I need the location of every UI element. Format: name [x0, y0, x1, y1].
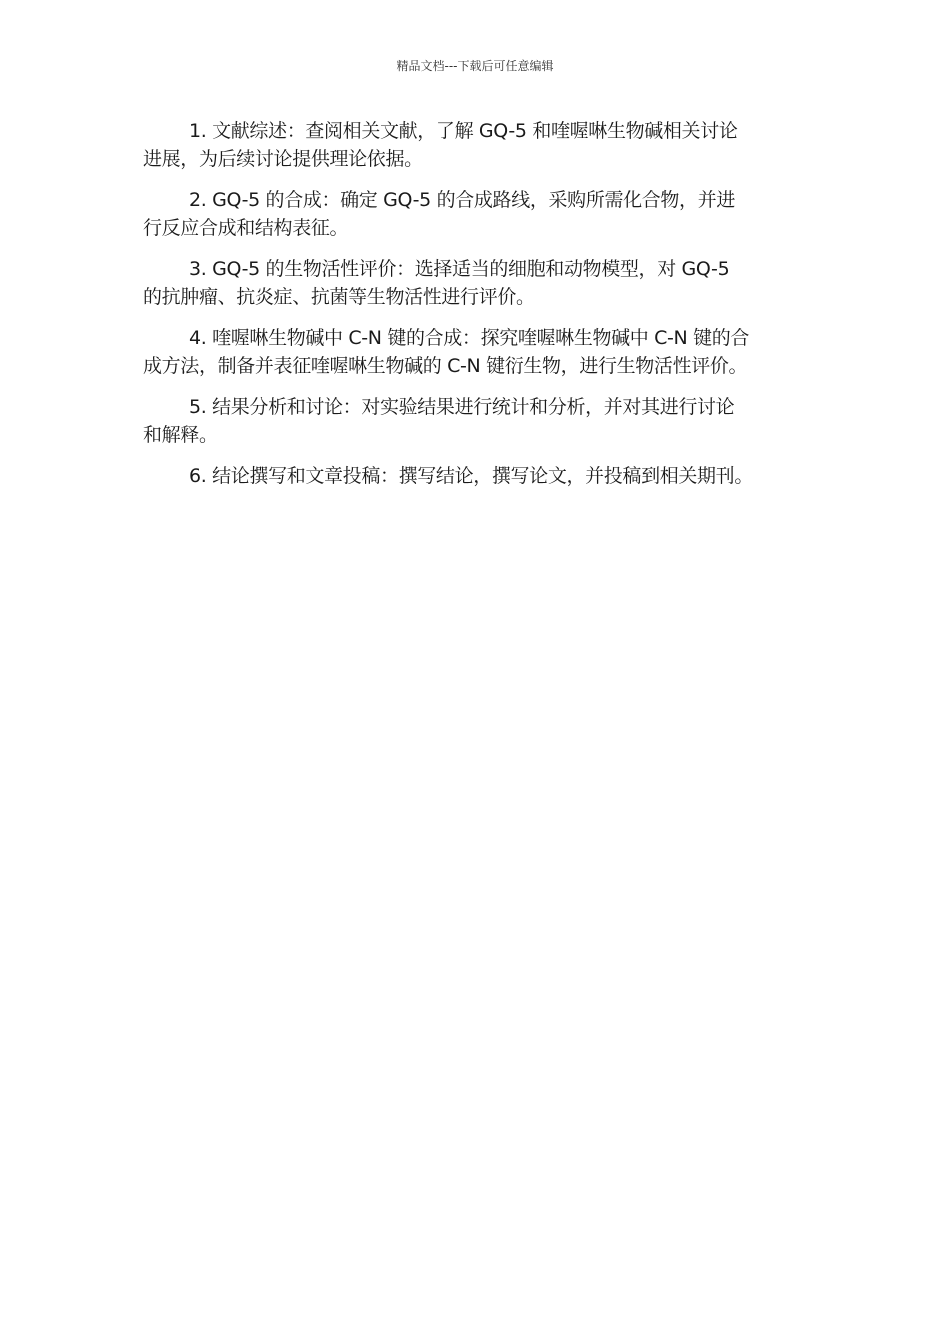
paragraph-line: 进展，为后续讨论提供理论依据。 [143, 148, 423, 170]
paragraph-line: 6. 结论撰写和文章投稿：撰写结论，撰写论文，并投稿到相关期刊。 [189, 465, 753, 487]
paragraph-line: 和解释。 [143, 424, 218, 446]
paragraph-line: 2. GQ-5 的合成：确定 GQ-5 的合成路线，采购所需化合物，并进 [189, 189, 735, 211]
paragraph-line: 4. 喹喔啉生物碱中 C-N 键的合成：探究喹喔啉生物碱中 C-N 键的合 [189, 327, 750, 349]
paragraph-analysis [143, 393, 813, 449]
document-body [143, 117, 813, 503]
paragraph-line: 的抗肿瘤、抗炎症、抗菌等生物活性进行评价。 [143, 286, 535, 308]
paragraph-line: 成方法，制备并表征喹喔啉生物碱的 C-N 键衍生物，进行生物活性评价。 [143, 355, 748, 377]
paragraph-conclusion [143, 462, 813, 490]
paragraph-literature-review [143, 117, 813, 173]
paragraph-cn-bond [143, 324, 813, 380]
paragraph-line: 5. 结果分析和讨论：对实验结果进行统计和分析，并对其进行讨论 [189, 396, 735, 418]
page-header: 精品文档---下载后可任意编辑 [396, 59, 554, 73]
paragraph-line: 行反应合成和结构表征。 [143, 217, 349, 239]
paragraph-bioactivity [143, 255, 813, 311]
paragraph-line: 3. GQ-5 的生物活性评价：选择适当的细胞和动物模型，对 GQ-5 [189, 258, 730, 280]
paragraph-synthesis [143, 186, 813, 242]
paragraph-line: 1. 文献综述：查阅相关文献，了解 GQ-5 和喹喔啉生物碱相关讨论 [189, 120, 738, 142]
